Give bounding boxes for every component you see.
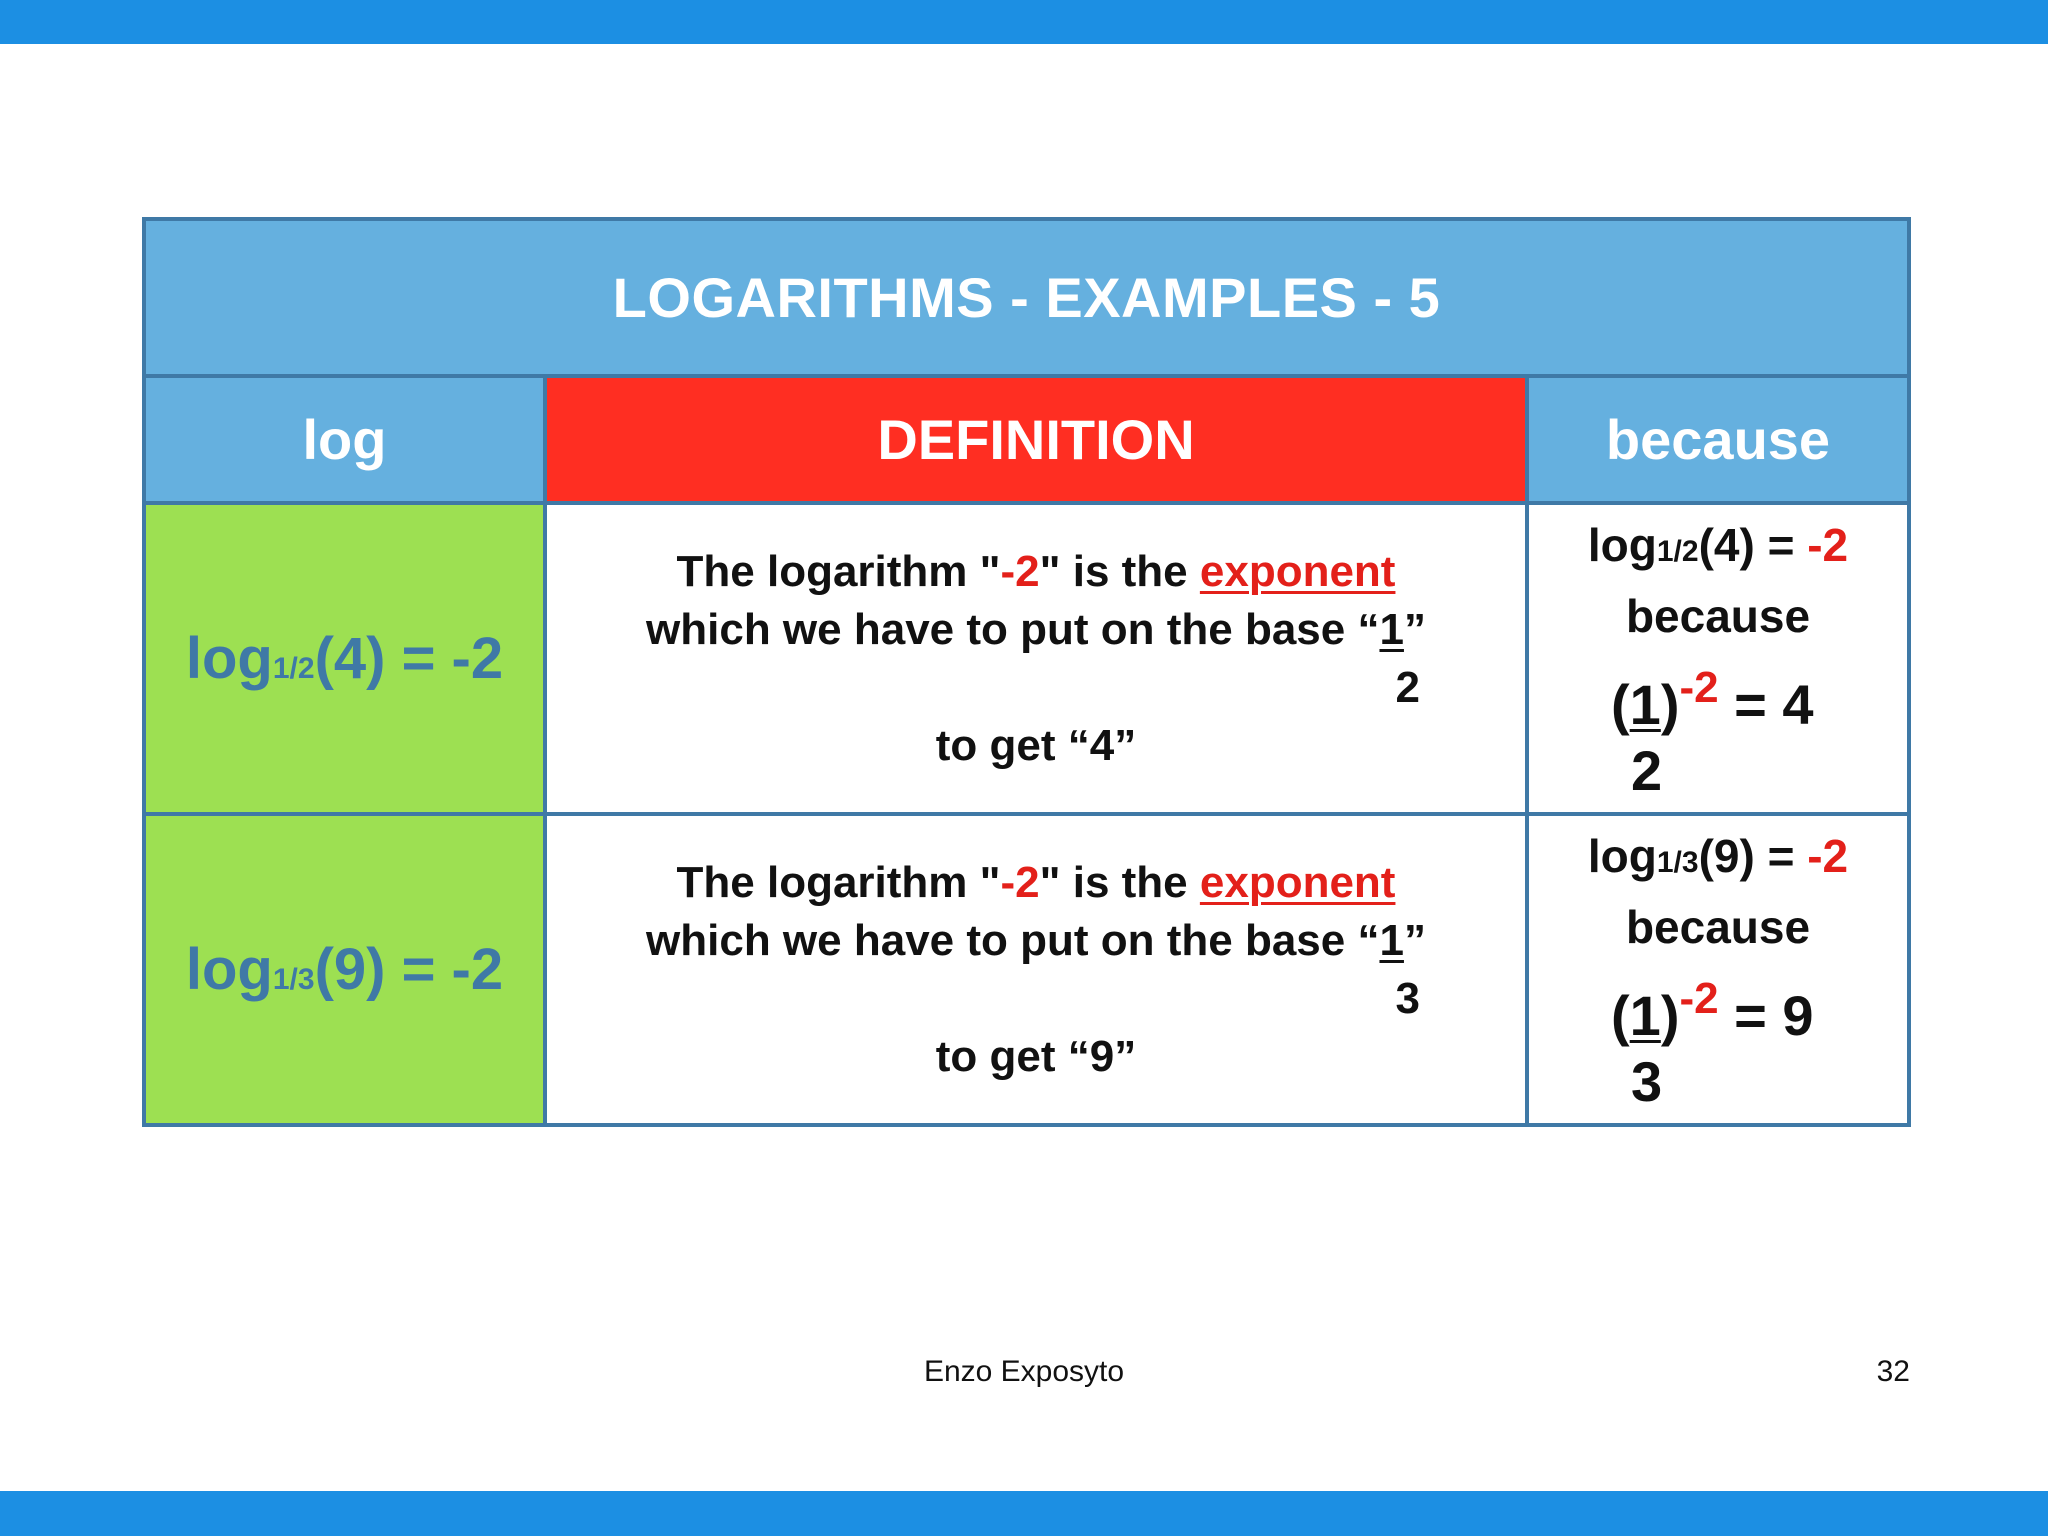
logarithm-examples-table [142,217,1907,1127]
definition-line-2 [646,912,1426,970]
fraction-denominator: 2 [1395,662,1420,712]
definition-text [646,543,1426,775]
definition-line-3: to get “9” [935,1031,1137,1081]
definition-value: -2 [1000,546,1040,596]
because-log-line [1529,827,1907,892]
because-log-base: 1/3 [1656,845,1699,879]
because-cell [1527,814,1909,1125]
table [142,217,1911,1127]
definition-line-2 [646,601,1426,659]
table-title: LOGARITHMS - EXAMPLES - 5 [144,219,1909,376]
paren-close: ) [1660,672,1680,736]
equation-denominator: 2 [1631,738,1663,802]
power-equation [1529,653,1907,740]
table-row [144,814,1909,1125]
paren-close: ) [1660,983,1680,1047]
equation-exponent: -2 [1679,662,1719,712]
equation-result: = 9 [1718,983,1814,1047]
title-row [144,219,1909,376]
because-cell [1527,503,1909,814]
header-definition: DEFINITION [545,376,1527,503]
definition-value: -2 [1000,857,1040,907]
definition-line-3: to get “4” [935,720,1137,770]
definition-text-part: The logarithm " [676,857,1001,907]
fraction-numerator: 1 [1379,915,1404,965]
because-word: because [1625,589,1811,642]
definition-text [646,854,1426,1086]
because-log-value: -2 [1807,829,1849,882]
log-suffix: (9) = -2 [314,937,504,1002]
top-accent-bar [0,0,2048,44]
page-number: 32 [1876,1355,1910,1388]
because-word: because [1625,900,1811,953]
header-because: because [1527,376,1909,503]
definition-text-part: The logarithm " [676,546,1001,596]
because-log-prefix: log [1587,518,1657,571]
because-log-line [1529,516,1907,581]
exponent-link: exponent [1199,857,1396,907]
log-expression-cell [144,503,545,814]
because-log-mid: (4) = [1698,518,1808,571]
log-prefix: log [185,626,273,691]
definition-text-part: " is the [1039,857,1200,907]
header-log: log [144,376,545,503]
header-row [144,376,1909,503]
because-log-prefix: log [1587,829,1657,882]
paren-open: ( [1611,672,1630,736]
equation-numerator: 1 [1629,672,1661,736]
log-suffix: (4) = -2 [314,626,504,691]
paren-open: ( [1611,983,1630,1047]
because-log-base: 1/2 [1656,534,1699,568]
fraction-denominator: 3 [1395,973,1420,1023]
equation-exponent: -2 [1679,973,1719,1023]
fraction-numerator: 1 [1379,604,1404,654]
definition-line-1 [646,854,1426,912]
log-base: 1/2 [272,652,315,685]
table-row [144,503,1909,814]
footer-author: Enzo Exposyto [923,1355,1125,1388]
equation-result: = 4 [1718,672,1814,736]
log-expression-cell [144,814,545,1125]
definition-text-part: " is the [1039,546,1200,596]
definition-cell [545,814,1527,1125]
definition-line-1 [646,543,1426,601]
equation-numerator: 1 [1629,983,1661,1047]
exponent-link: exponent [1199,546,1396,596]
bottom-accent-bar [0,1491,2048,1536]
power-equation [1529,964,1907,1051]
definition-text-part: ” [1403,915,1426,965]
because-log-mid: (9) = [1698,829,1808,882]
definition-cell [545,503,1527,814]
definition-text-part: which we have to put on the base “ [646,915,1380,965]
definition-text-part: which we have to put on the base “ [646,604,1380,654]
log-base: 1/3 [272,963,315,996]
log-prefix: log [185,937,273,1002]
because-log-value: -2 [1807,518,1849,571]
definition-text-part: ” [1403,604,1426,654]
equation-denominator: 3 [1631,1049,1663,1113]
